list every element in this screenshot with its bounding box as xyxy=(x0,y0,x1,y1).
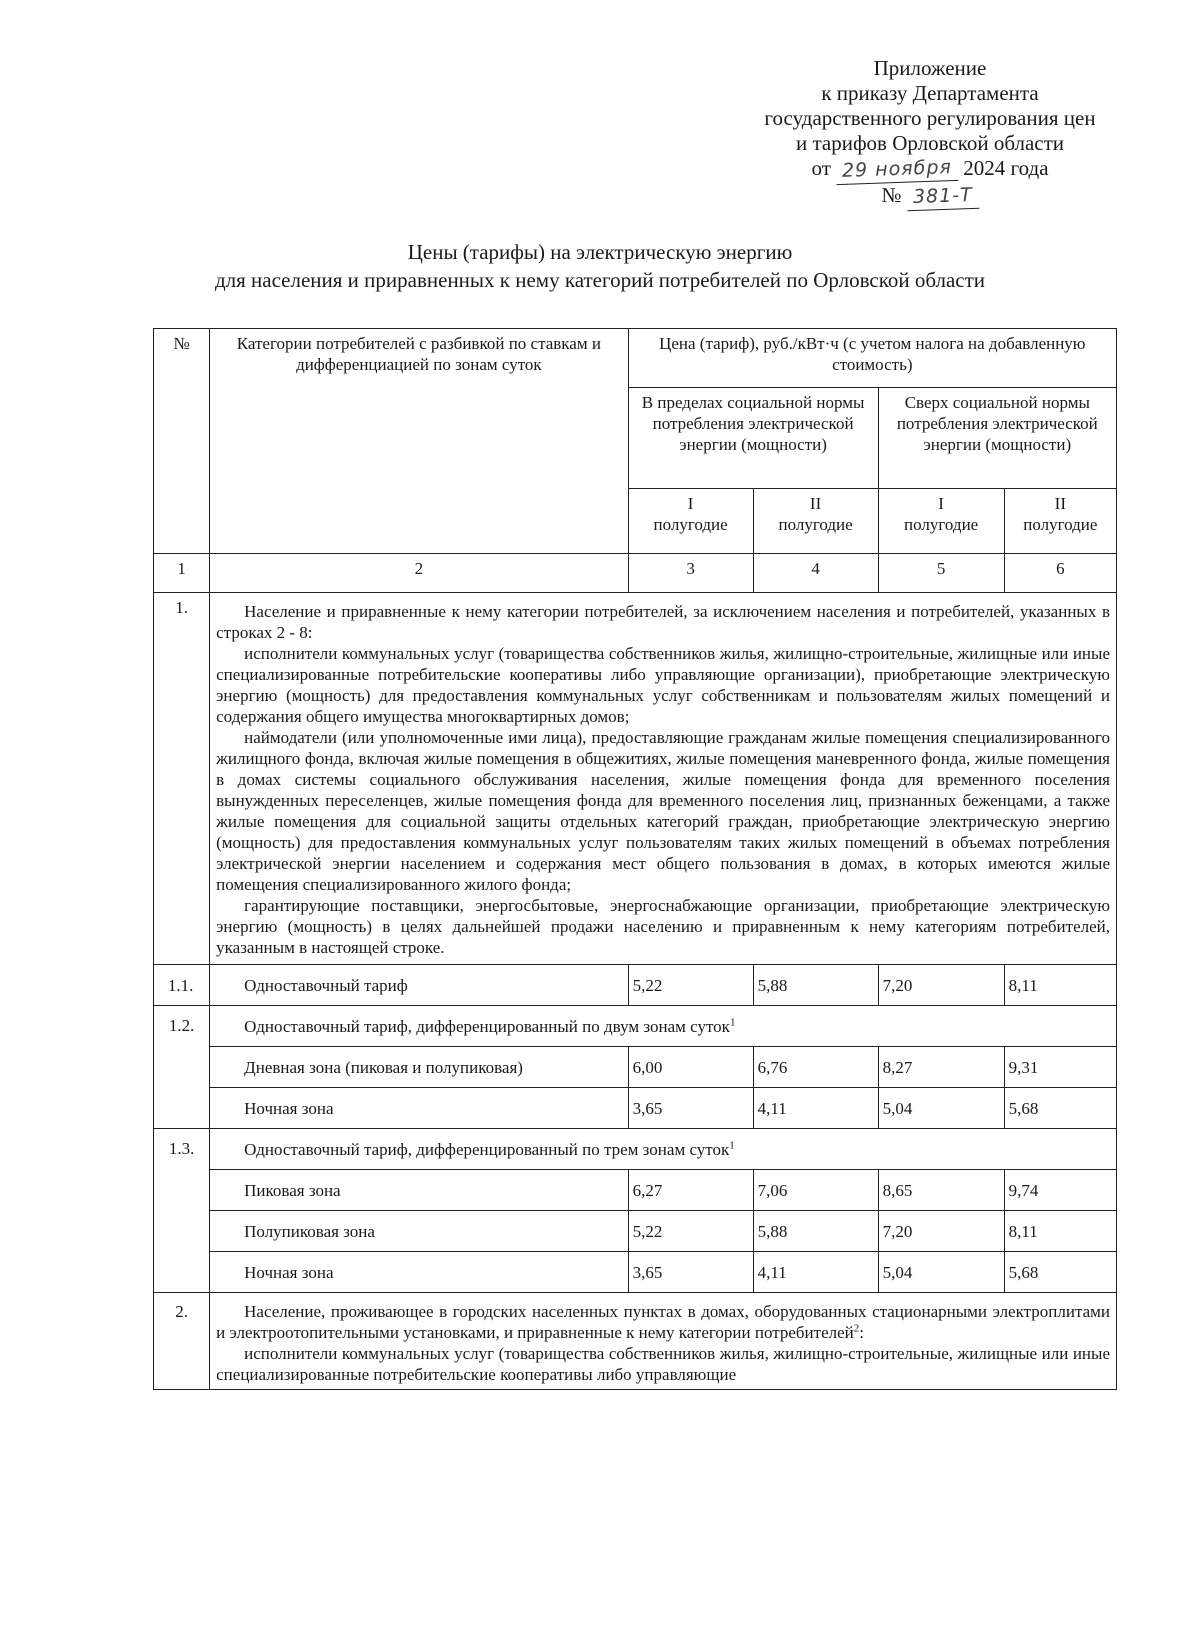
table-row xyxy=(154,1252,1117,1293)
column-number: 3 xyxy=(628,554,753,593)
header-price: Цена (тариф), руб./кВт·ч (с учетом налога на добавленную стоимость) xyxy=(628,329,1116,388)
header-above-norm: Сверх социальной нормы потребления электрической энергии (мощности) xyxy=(878,388,1116,489)
column-numbers-row xyxy=(154,554,1117,593)
footnote-mark: 1 xyxy=(729,1138,735,1151)
zone-label: Пиковая зона xyxy=(210,1170,628,1211)
order-number xyxy=(730,183,1130,210)
half-word: полугодие xyxy=(778,515,853,534)
row-number: 1.3. xyxy=(154,1129,210,1293)
subhead-text: Одноставочный тариф, дифференцированный по трем зонам суток xyxy=(244,1139,730,1159)
half-num: II xyxy=(809,494,822,513)
row-number: 1. xyxy=(154,593,210,965)
zone-label: Полупиковая зона xyxy=(210,1211,628,1252)
title-line-1: Цены (тарифы) на электрическую энергию xyxy=(407,240,793,264)
paragraph: наймодатели (или уполномоченные ими лица), предоставляющие гражданам жилые помещения специализированного жилищного фонда, включая жилые помещения в общежитиях, жилые помещения маневренного фонда, жилые помещения в домах системы социального обслуживания населения, жилые помещения фонда для временного поселения вынужденных переселенцев, жилые помещения фонда для временного поселения лиц, признанных беженцами, а также жилые помещения для социальной защиты отдельных категорий граждан, приобретающие электрическую энергию (мощность) для предоставления коммунальных услуг пользователям таких жилых помещений в объемах потребления электрической энергии населением и содержания мест общего пользования в домах, в которых имеются жилые помещения специализированного жилого фонда; xyxy=(216,728,1110,894)
table-row xyxy=(154,1006,1117,1047)
paragraph: исполнители коммунальных услуг (товарищества собственников жилья, жилищно-строительные, жилищные или иные специализированные потребительские кооперативы либо управляющие организации), приобретающие электрическую энергию (мощность) для предоставления коммунальных услуг собственникам и пользователям жилых помещений и содержания общего имущества многоквартирных домов; xyxy=(216,644,1110,726)
table-row xyxy=(154,1170,1117,1211)
price-cell: 5,68 xyxy=(1004,1088,1116,1129)
price-cell: 5,04 xyxy=(878,1252,1004,1293)
zone-label: Ночная зона xyxy=(210,1252,628,1293)
price-cell: 7,20 xyxy=(878,965,1004,1006)
half-word: полугодие xyxy=(904,515,979,534)
subhead-text: Одноставочный тариф, дифференцированный по двум зонам суток xyxy=(244,1016,730,1036)
document-title xyxy=(0,238,1200,294)
price-cell: 8,65 xyxy=(878,1170,1004,1211)
appendix-header xyxy=(730,56,1130,210)
price-cell: 7,20 xyxy=(878,1211,1004,1252)
paragraph: исполнители коммунальных услуг (товарищества собственников жилья, жилищно-строительные, жилищные или иные специализированные потребительские кооперативы либо управляющие xyxy=(216,1344,1110,1384)
footnote-mark: 1 xyxy=(729,1015,736,1028)
price-cell: 5,22 xyxy=(628,965,753,1006)
table-row xyxy=(154,1047,1117,1088)
appendix-line: и тарифов Орловской области xyxy=(795,131,1065,155)
price-cell: 3,65 xyxy=(628,1088,753,1129)
table-row xyxy=(154,1129,1117,1170)
row-label xyxy=(210,1129,1117,1170)
price-cell: 3,65 xyxy=(628,1252,753,1293)
header-within-norm: В пределах социальной нормы потребления электрической энергии (мощности) xyxy=(628,388,878,489)
row-number: 1.2. xyxy=(154,1006,210,1129)
paragraph-text: Население, проживающее в городских населенных пунктах в домах, оборудованных стационарными электроплитами и электроотопительными установками, и приравненные к нему категории потребителей xyxy=(216,1302,1110,1342)
table-row xyxy=(154,1293,1117,1390)
header-half-1 xyxy=(878,489,1004,554)
price-cell: 8,11 xyxy=(1004,1211,1116,1252)
row-label xyxy=(210,1006,1117,1047)
column-number: 1 xyxy=(154,554,210,593)
header-num: № xyxy=(154,329,210,554)
price-cell: 9,31 xyxy=(1004,1047,1116,1088)
footnote-mark: 2 xyxy=(853,1322,860,1335)
half-num: II xyxy=(1054,494,1066,513)
price-cell: 8,11 xyxy=(1004,965,1116,1006)
tariff-table xyxy=(153,328,1117,1390)
appendix-line: государственного регулирования цен xyxy=(764,106,1096,130)
price-cell: 7,06 xyxy=(753,1170,878,1211)
zone-label: Дневная зона (пиковая и полупиковая) xyxy=(210,1047,628,1088)
date-suffix: 2024 года xyxy=(963,156,1049,180)
half-word: полугодие xyxy=(653,515,728,534)
handwritten-date: 29 ноября xyxy=(836,155,959,185)
paragraph-end: : xyxy=(859,1323,864,1342)
paragraph: гарантирующие поставщики, энергосбытовые, энергоснабжающие организации, приобретающие электрическую энергию (мощность) в целях дальнейшей продажи населению и приравненным к нему категориям потребителей, указанным в настоящей строке. xyxy=(216,896,1110,957)
header-half-2 xyxy=(1004,489,1116,554)
table-row xyxy=(154,1211,1117,1252)
price-cell: 5,68 xyxy=(1004,1252,1116,1293)
price-cell: 6,27 xyxy=(628,1170,753,1211)
price-cell: 5,88 xyxy=(753,965,878,1006)
price-cell: 4,11 xyxy=(753,1252,878,1293)
number-sign: № xyxy=(881,183,902,207)
half-num: I xyxy=(687,494,694,513)
half-num: I xyxy=(938,494,944,513)
table-row xyxy=(154,965,1117,1006)
paragraph: Население и приравненные к нему категории потребителей, за исключением населения и потребителей, указанных в строках 2 - 8: xyxy=(216,602,1110,642)
section-description xyxy=(210,593,1117,965)
table-row xyxy=(154,593,1117,965)
price-cell: 5,22 xyxy=(628,1211,753,1252)
column-number: 4 xyxy=(753,554,878,593)
date-prefix: от xyxy=(811,156,831,180)
price-cell: 5,88 xyxy=(753,1211,878,1252)
column-number: 5 xyxy=(878,554,1004,593)
price-cell: 8,27 xyxy=(878,1047,1004,1088)
appendix-title: Приложение xyxy=(873,56,987,80)
price-cell: 4,11 xyxy=(753,1088,878,1129)
appendix-line: к приказу Департамента xyxy=(821,81,1039,105)
paragraph xyxy=(216,1301,1110,1343)
handwritten-number: 381-Т xyxy=(906,183,979,211)
price-cell: 6,00 xyxy=(628,1047,753,1088)
header-half-2 xyxy=(753,489,878,554)
column-number: 2 xyxy=(210,554,628,593)
row-number: 2. xyxy=(154,1293,210,1390)
order-date xyxy=(730,156,1130,183)
price-cell: 6,76 xyxy=(753,1047,878,1088)
zone-label: Ночная зона xyxy=(210,1088,628,1129)
row-number: 1.1. xyxy=(154,965,210,1006)
half-word: полугодие xyxy=(1023,515,1098,534)
price-cell: 5,04 xyxy=(878,1088,1004,1129)
price-cell: 9,74 xyxy=(1004,1170,1116,1211)
column-number: 6 xyxy=(1004,554,1116,593)
row-label: Одноставочный тариф xyxy=(210,965,628,1006)
title-line-2: для населения и приравненных к нему категорий потребителей по Орловской области xyxy=(214,268,986,292)
section-description xyxy=(210,1293,1117,1390)
header-category: Категории потребителей с разбивкой по ставкам и дифференциацией по зонам суток xyxy=(210,329,628,554)
header-half-1 xyxy=(628,489,753,554)
table-row xyxy=(154,1088,1117,1129)
